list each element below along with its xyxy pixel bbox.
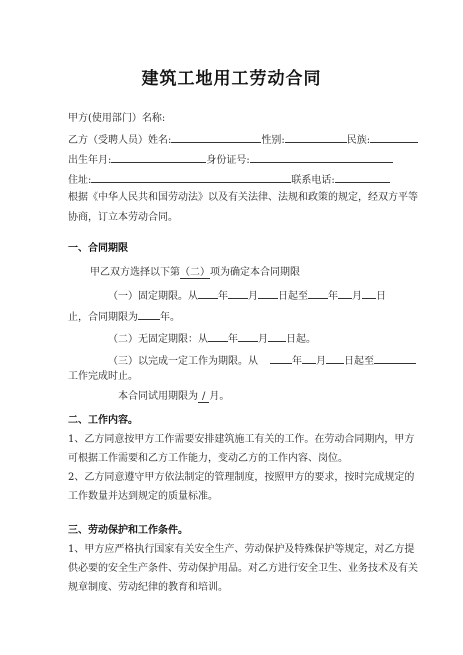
open-term-line <box>108 331 316 347</box>
s2-para-2-line-2: 工作数量并达到规定的质量标准。 <box>68 491 218 502</box>
month-text: 月 <box>258 334 268 345</box>
open-start-month-blank[interactable] <box>238 331 258 342</box>
trial-line <box>118 390 229 404</box>
birth-line <box>68 152 393 168</box>
intro-line-1: 根据《中华人民共和国劳动法》以及有关法律、法规和政策的规定，经双方平等 <box>68 192 418 203</box>
trial-unit: 月。 <box>209 391 230 402</box>
day-start-text: 日起。 <box>286 334 316 345</box>
term-select-line <box>90 266 300 280</box>
s2-para-2-line-1: 2、乙方同意遵守甲方依法制定的管理制度，按照甲方的要求，按时完成规定的 <box>68 472 415 483</box>
id-blank[interactable] <box>250 152 393 163</box>
task-term-label: （三）以完成一定工作为期限。从 <box>108 356 258 367</box>
year-text: 年 <box>292 356 302 367</box>
address-blank[interactable] <box>91 172 291 183</box>
fixed-term-duration-label: 止，合同期限为 <box>68 312 138 323</box>
fixed-start-month-blank[interactable] <box>228 288 248 299</box>
fixed-term-label: （一）固定期限。从 <box>108 291 198 302</box>
address-label: 住址: <box>68 175 92 186</box>
phone-label: 联系电话: <box>291 175 335 186</box>
month-text: 月 <box>248 291 258 302</box>
years-text: 年。 <box>160 312 180 323</box>
s3-para-1-line-3: 规章制度、劳动纪律的教育和培训。 <box>68 582 228 593</box>
open-start-year-blank[interactable] <box>208 331 228 342</box>
day-start-text: 日起至 <box>278 291 308 302</box>
section-2-heading: 二、工作内容。 <box>68 415 138 426</box>
phone-blank[interactable] <box>335 172 390 183</box>
ethnic-blank[interactable] <box>370 132 418 143</box>
fixed-start-year-blank[interactable] <box>198 288 218 299</box>
term-select-pre: 甲乙双方选择以下第 <box>90 267 180 278</box>
section-1-heading: 一、合同期限 <box>68 243 128 254</box>
task-description-blank[interactable] <box>374 353 416 364</box>
day-text: 日 <box>376 291 386 302</box>
trial-label: 本合同试用期限为 <box>118 391 198 402</box>
task-start-day-blank[interactable] <box>326 353 344 364</box>
task-term-line <box>108 353 416 369</box>
intro-line-2: 协商，订立本劳动合同。 <box>68 212 178 223</box>
s3-para-1-line-2: 供必要的安全生产条件、劳动保护用品。对乙方进行安全卫生、业务技术及有关 <box>68 563 418 574</box>
s2-para-1-line-2: 可根据工作需要和乙方工作能力，变动乙方的工作内容、岗位。 <box>68 453 348 464</box>
birth-blank[interactable] <box>111 152 206 163</box>
s3-para-1-line-1: 1、甲方应严格执行国家有关安全生产、劳动保护及特殊保护等规定，对乙方提 <box>68 544 415 555</box>
open-start-day-blank[interactable] <box>268 331 286 342</box>
page-title: 建筑工地用工劳动合同 <box>141 69 322 89</box>
birth-label: 出生年月: <box>68 155 112 166</box>
gender-blank[interactable] <box>285 132 347 143</box>
task-start-month-blank[interactable] <box>302 353 316 364</box>
address-line <box>68 172 390 188</box>
trial-value[interactable]: / <box>198 391 209 403</box>
year-text: 年 <box>328 291 338 302</box>
name-blank[interactable] <box>171 132 261 143</box>
year-text: 年 <box>228 334 238 345</box>
fixed-end-year-blank[interactable] <box>308 288 328 299</box>
party-a-label: 甲方(使用部门）名称: <box>68 113 166 124</box>
task-start-year-blank[interactable] <box>270 353 292 364</box>
gender-label: 性别: <box>261 135 285 146</box>
fixed-end-month-blank[interactable] <box>338 288 352 299</box>
party-b-line <box>68 132 418 148</box>
open-term-label: （二）无固定期限：从 <box>108 334 208 345</box>
fixed-term-line <box>108 288 386 304</box>
fixed-start-day-blank[interactable] <box>258 288 278 299</box>
ethnic-label: 民族: <box>346 135 371 146</box>
month-text: 月 <box>316 356 326 367</box>
fixed-term-years-blank[interactable] <box>138 309 160 320</box>
fixed-end-day-blank[interactable] <box>362 288 376 299</box>
term-select-post: 项为确定本合同期限 <box>210 267 300 278</box>
year-text: 年 <box>218 291 228 302</box>
task-term-end: 工作完成时止。 <box>68 371 138 382</box>
month-text: 月 <box>352 291 362 302</box>
section-3-heading: 三、劳动保护和工作条件。 <box>68 525 188 536</box>
term-select-value[interactable]: （二） <box>180 267 210 278</box>
party-b-label: 乙方（受聘人员）姓名: <box>68 135 172 146</box>
party-a-line <box>68 112 165 126</box>
s2-para-1-line-1: 1、乙方同意按甲方工作需要安排建筑施工有关的工作。在劳动合同期内，甲方 <box>68 434 415 445</box>
day-start-text: 日起至 <box>344 356 374 367</box>
id-label: 身份证号: <box>206 155 250 166</box>
fixed-term-line-2 <box>68 309 180 325</box>
